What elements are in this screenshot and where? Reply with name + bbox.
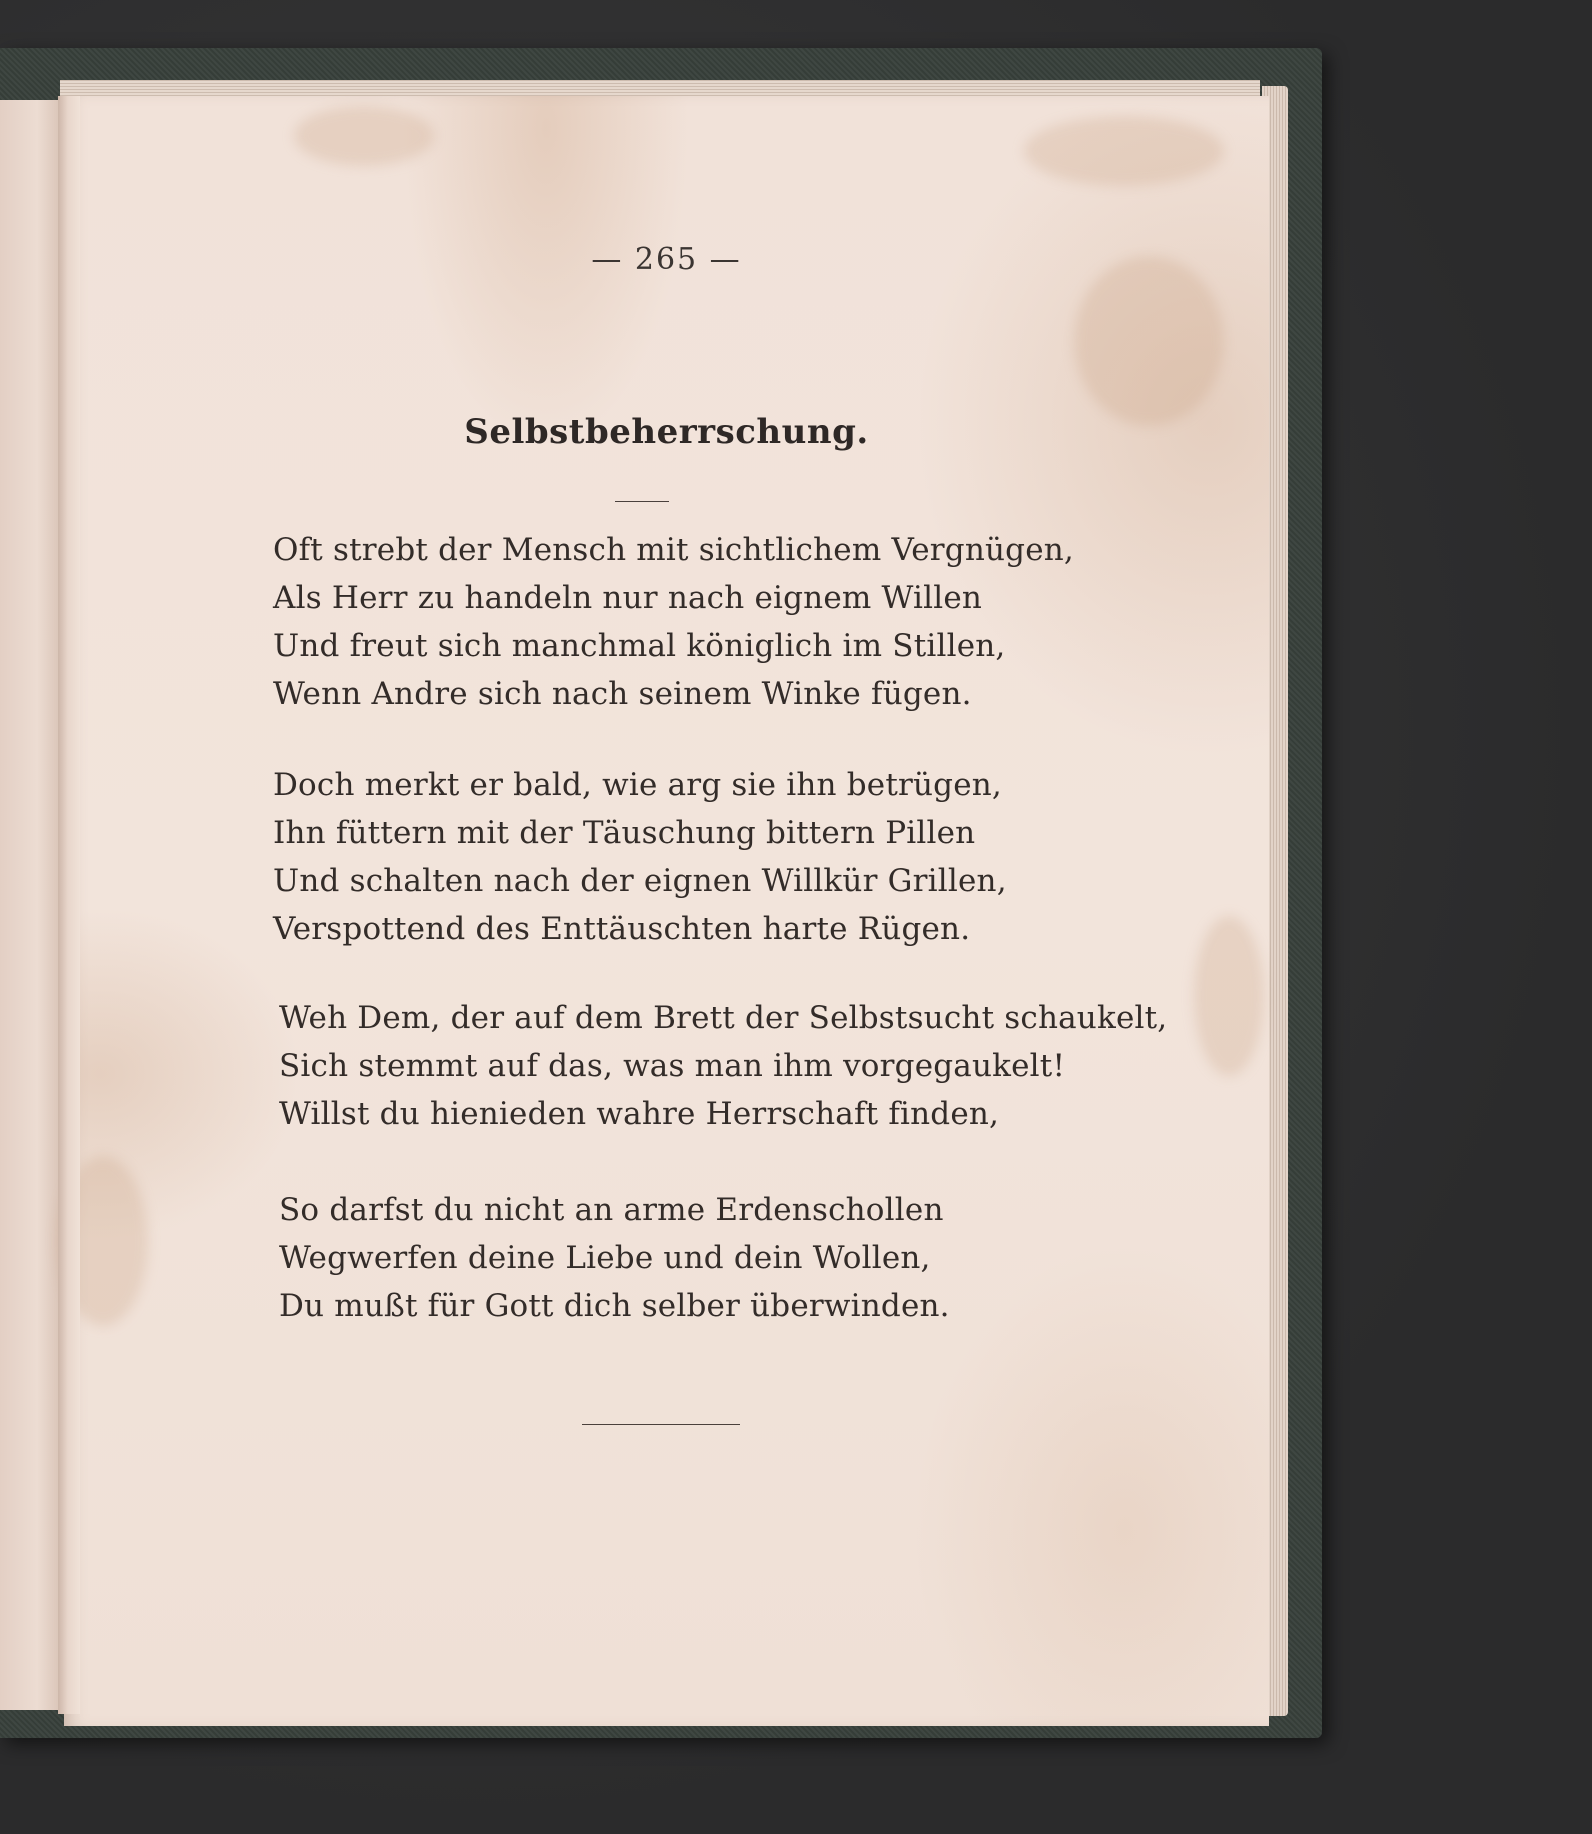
book-gutter: [58, 96, 80, 1714]
poem-line: So darfst du nicht an arme Erdenschollen: [279, 1192, 944, 1228]
poem-title: Selbstbeherrschung.: [464, 412, 869, 452]
title-divider: [615, 501, 669, 502]
page-number: — 265 —: [591, 242, 742, 277]
poem-line: Wenn Andre sich nach seinem Winke fügen.: [273, 676, 972, 712]
paper-stain: [1194, 916, 1264, 1076]
poem-line: Verspottend des Enttäuschten harte Rügen.: [273, 911, 971, 947]
poem-line: Wegwerfen deine Liebe und dein Wollen,: [279, 1240, 931, 1276]
paper-stain: [1024, 116, 1224, 186]
stanza-2: [273, 761, 1103, 953]
end-divider: [582, 1424, 740, 1425]
poem-line: Doch merkt er bald, wie arg sie ihn betrügen,: [273, 767, 1002, 803]
stanza-3: [273, 994, 1168, 1138]
paper-stain: [1074, 256, 1224, 426]
poem-line: Oft strebt der Mensch mit sichtlichem Vergnügen,: [273, 532, 1074, 568]
stanza-4: [273, 1186, 1103, 1330]
poem-line: Und freut sich manchmal königlich im Stillen,: [273, 628, 1006, 664]
poem-line: Sich stemmt auf das, was man ihm vorgegaukelt!: [279, 1048, 1066, 1084]
stanza-1: [273, 526, 1103, 718]
poem-line: Als Herr zu handeln nur nach eignem Willen: [273, 580, 983, 616]
poem-line: Du mußt für Gott dich selber überwinden.: [279, 1288, 950, 1324]
left-page-edge: [0, 100, 63, 1710]
paper-stain: [294, 106, 434, 166]
poem-line: Und schalten nach der eignen Willkür Grillen,: [273, 863, 1007, 899]
poem-line: Willst du hienieden wahre Herrschaft finden,: [279, 1096, 1000, 1132]
poem-line: Ihn füttern mit der Täuschung bittern Pillen: [273, 815, 976, 851]
book-page: [64, 96, 1269, 1726]
poem-line: Weh Dem, der auf dem Brett der Selbstsucht schaukelt,: [279, 1000, 1168, 1036]
